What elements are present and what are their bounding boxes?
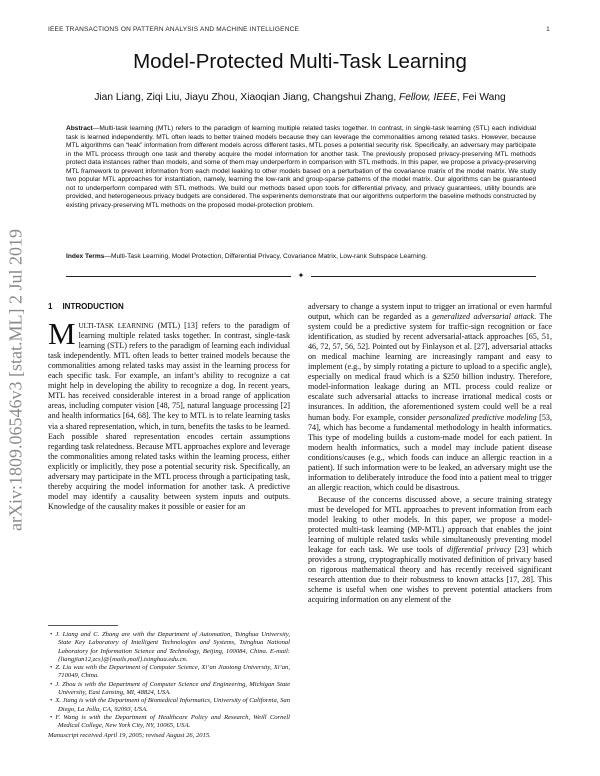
intro-caps: ULTI-TASK LEARNING [78, 322, 154, 331]
footnote: • F. Wang is with the Department of Healthcare Policy and Research, Weill Cornell Medical College, New York City, NY, 10065, USA. [50, 713, 290, 730]
abstract-text: —Multi-task learning (MTL) refers to the paradigm of learning multiple related tasks together. In contrast, in single-task learning (STL) each individual task is learned independently. MTL often leads to better trained models because they can leverage the commonalities among related tasks. However, because MTL algorithms can “leak” information from different models across different tasks, MTL poses a potential security risk. Specifically, an adversary may participate in the MTL process through one task and thereby acquire the model information for another task. The previously proposed privacy-preserving MTL methods protect data instances rather than models, and some of them may underperform in comparison with STL methods. In this paper, we propose a privacy-preserving MTL framework to prevent information from each model leaking to other models based on a perturbation of the covariance matrix of the model matrix. We study two popular MTL approaches for instantiation, namely, learning the low-rank and group-sparse patterns of the model matrix. Our algorithms can be guaranteed not to underperform compared with STL methods. We build our methods based upon tools for differential privacy, and privacy guarantees, utility bounds are provided, and heterogeneous privacy budgets are considered. The experiments demonstrate that our algorithms outperform the baseline methods constructed by existing privacy-preserving MTL methods on the proposed model-protection problem. [66, 125, 536, 209]
footnote: • J. Zhou is with the Department of Computer Science and Engineering, Michigan State University, East Lansing, MI, 48824, USA. [50, 680, 290, 697]
text-run: [23] which provides a strong, cryptographically motivated definition of privacy based on rigorous mathematical theory and has recently received significant research attention due to their robustness to known attacks [17, 28]. This scheme is useful when one wishes to prevent potential attackers from acquiring information on any element of the [308, 545, 552, 605]
footnote: • X. Jiang is with the Department of Biomedical Informatics, University of California, San Diego, La Jolla, CA, 92093, USA. [50, 697, 290, 713]
footnote: • Z. Liu was with the Department of Computer Science, Xi’an Jiaotong University, Xi’an, 710049, China. [50, 664, 290, 680]
footnotes [48, 631, 290, 740]
footnote-text: J. Zhou is with the Department of Computer Science and Engineering, Michigan State University, East Lansing, MI, 48824, USA. [55, 680, 290, 697]
footnote-rule [48, 625, 118, 626]
intro-text: (MTL) [13] refers to the paradigm of learning multiple related tasks together. In contrast, single-task learning (STL) refers to the paradigm of learning each individual task independently. MTL often leads to better trained models because the commonalities among related tasks may assist in the learning process for each specific task. For example, an infant’s ability to recognize a cat might help in developing the ability to recognize a dog. In recent years, MTL has received considerable interest in a broad range of application areas, including computer vision [48, 75], natural language processing [2] and health informatics [64, 68]. The key to MTL is to relate learning tasks via a shared representation, which, in turn, benefits the tasks to be learned. Each possible shared representation encodes certain assumptions regarding task relatedness. Because MTL approaches explore and leverage the commonalities among related tasks within the learning process, either explicitly or implicitly, they pose a potential security risk. Specifically, an adversary may participate in the MTL process through a participating task, thereby acquiring the model information for another task. A predictive model may identify a causality between system inputs and outputs. Knowledge of the causality makes it possible or easier for an [48, 321, 290, 511]
divider-line-left [66, 276, 291, 277]
text-run: Because of the concerns discussed above, a secure training strategy must be developed for MTL approaches to prevent information from each model leaking to other models. In this paper, we propose a model-protected multi-task learning (MP-MTL) approach that enables the joint learning of multiple related tasks while simultaneously preventing model leakage for each task. We use tools of [308, 494, 552, 555]
running-header [48, 26, 550, 33]
text-run: [53, 74], which has become a fundamental methodology in health informatics. This type of modeling builds a custom-made model for each patient. In modern health informatics, such a model may include patient disease conditions/causes (e.g., which foods can induce an allergic reaction in a patient). If such information were to be leaked, an adversary might use the information to deliberately introduce the food into a patient meal to trigger an allergic reaction, which could be disastrous. [308, 412, 552, 492]
abstract [66, 125, 536, 210]
footnote-text: X. Jiang is with the Department of Biomedical Informatics, University of California, San Diego, La Jolla, CA, 92093, USA. [55, 697, 290, 713]
index-terms [66, 253, 536, 262]
left-column [48, 302, 290, 512]
section-number: 1 [48, 302, 53, 311]
footnote-text: Z. Liu was with the Department of Computer Science, Xi’an Jiaotong University, Xi’an, 710049, China. [55, 664, 290, 680]
abstract-label: Abstract [66, 125, 93, 132]
fellow-ieee: Fellow, IEEE [399, 92, 457, 103]
manuscript-note: Manuscript received April 19, 2005; revised August 26, 2015. [48, 731, 211, 739]
journal-name: IEEE TRANSACTIONS ON PATTERN ANALYSIS AND MACHINE INTELLIGENCE [48, 26, 300, 33]
paper-title: Model-Protected Multi-Task Learning [133, 50, 467, 73]
index-terms-label: Index Terms [66, 253, 105, 260]
footnote-text: J. Liang and C. Zhang are with the Department of Automation, Tsinghua University, State Key Laboratory of Intelligent Technologies and Systems, Tsinghua National Laboratory for Information Science and Technology, Beijing, 100084, China. E-mail: {liangjian12,zcs}@{mails,mail}.tsinghua.edu.cn. [55, 631, 290, 663]
arxiv-stamp [4, 190, 28, 570]
divider-ornament: ✦ [297, 271, 305, 280]
arxiv-stamp-text: arXiv:1809.06546v3 [stat.ML] 2 Jul 2019 [5, 229, 26, 531]
index-terms-text: —Multi-Task Learning, Model Protection, Differential Privacy, Covariance Matrix, Low-rank Subspace Learning. [104, 253, 428, 260]
text-run: adversary to change a system input to trigger an irrational or even harmful output, which can be regarded as a [308, 302, 552, 322]
section-heading [48, 302, 290, 312]
emphasis: generalized adversarial attack [432, 312, 535, 322]
intro-paragraph [48, 316, 290, 512]
footnote-text: F. Wang is with the Department of Healthcare Policy and Research, Weill Cornell Medical College, New York City, NY, 10065, USA. [55, 713, 290, 730]
text-run: . The system could be a predictive system for traffic-sign recognition or face identification, as studied by recent adversarial-attack approaches [65, 51, 46, 72, 57, 56, 52]. Pointed out by Finlayson et al. [27], adversarial attacks on medical machine learning are increasingly rampant and easy to implement (e.g., by simply rotating a picture to upload to a specific angle), especially on medical fraud which is a $250 billion industry. Therefore, model-information leakage during an MTL process could realize or escalate such adversarial attacks to increase irrational medical costs or insurances. In addition, the aforementioned system could well be a real human body. For example, consider [308, 312, 553, 422]
author-list [0, 92, 600, 103]
author-names: Jian Liang, Ziqi Liu, Jiayu Zhou, Xiaoqian Jiang, Changshui Zhang, [94, 92, 397, 103]
page-number: 1 [546, 26, 550, 33]
right-paragraph-2 [308, 495, 552, 606]
emphasis: personalized predictive modeling [428, 412, 537, 422]
footnote: • J. Liang and C. Zhang are with the Department of Automation, Tsinghua University, State Key Laboratory of Intelligent Technologies and Systems, Tsinghua National Laboratory for Information Science and Technology, Beijing, 100084, China. E-mail: {liangjian12,zcs}@{mails,mail}.tsinghua.edu.cn. [50, 631, 290, 663]
emphasis: differential privacy [447, 545, 511, 555]
section-title: INTRODUCTION [62, 302, 124, 311]
divider-line-right [311, 276, 536, 277]
right-column [308, 302, 552, 605]
drop-cap: M [48, 316, 76, 352]
author-last: , Fei Wang [456, 92, 506, 103]
right-paragraph-1 [308, 302, 552, 493]
